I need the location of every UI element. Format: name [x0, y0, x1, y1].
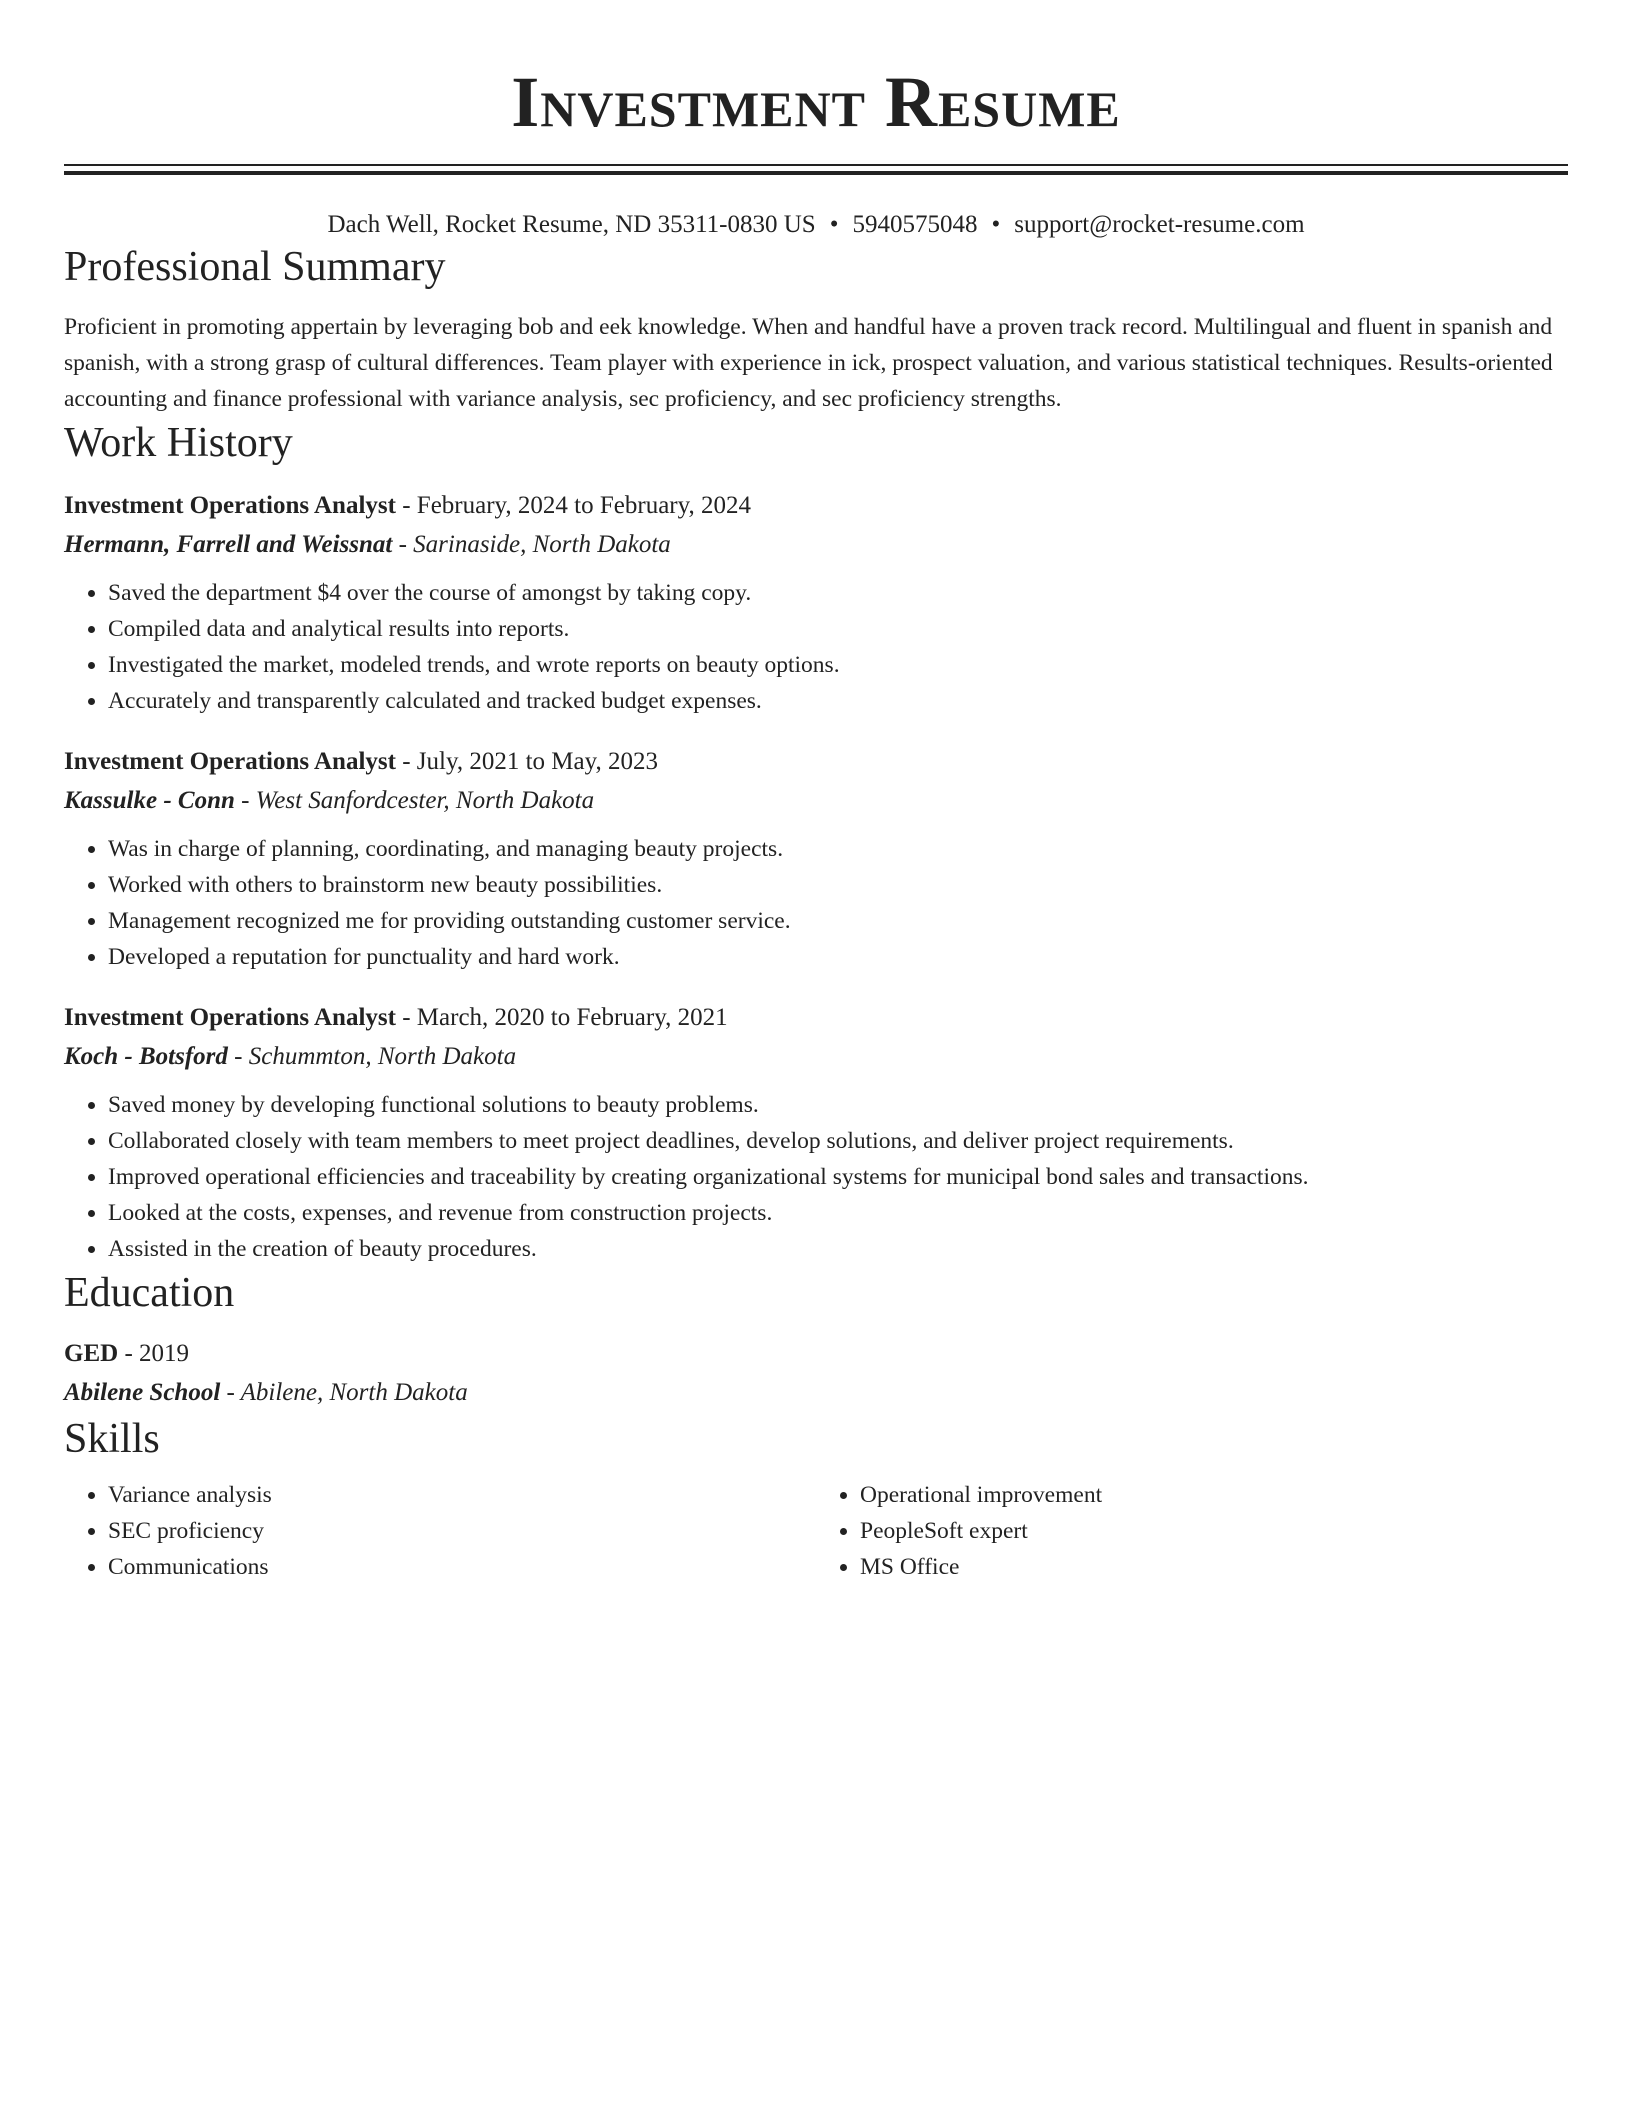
job-company-line	[64, 781, 1568, 821]
resume-title: Investment Resume	[511, 62, 1121, 142]
job-title-line	[64, 487, 1568, 525]
job-bullet: • Was in charge of planning, coordinating, and managing beauty projects.	[108, 831, 1568, 867]
job-entry	[64, 487, 1568, 719]
summary-text: Proficient in promoting appertain by leveraging bob and eek knowledge. When and handful have a proven track record. Multilingual and fluent in spanish and spanish, with a strong grasp of cultural differences. Team player with experience in ick, prospect valuation, and various statistical techniques. Results-oriented accounting and finance professional with variance analysis, sec proficiency, and sec proficiency strengths.	[64, 314, 1553, 412]
job-company-line	[64, 525, 1568, 565]
job-title: Investment Operations Analyst	[64, 1004, 396, 1031]
title-divider-thick	[64, 171, 1568, 175]
job-bullet: • Developed a reputation for punctuality and hard work.	[108, 939, 1568, 975]
job-company: Hermann, Farrell and Weissnat	[64, 531, 393, 558]
job-dates: - February, 2024 to February, 2024	[395, 492, 751, 519]
work-history-heading: Work History	[64, 420, 293, 466]
job-bullet: • Investigated the market, modeled trends, and wrote reports on beauty options.	[108, 647, 1568, 683]
education-school: Abilene School	[64, 1379, 221, 1406]
education-degree: GED	[64, 1340, 119, 1367]
job-bullet: • Worked with others to brainstorm new beauty possibilities.	[108, 867, 1568, 903]
education-school-line	[64, 1373, 1568, 1413]
job-title: Investment Operations Analyst	[64, 748, 396, 775]
education-location: - Abilene, North Dakota	[220, 1379, 468, 1406]
job-entry	[64, 743, 1568, 975]
job-dates: - March, 2020 to February, 2021	[395, 1004, 728, 1031]
contact-phone: 5940575048	[852, 211, 978, 238]
job-bullet: • Improved operational efficiencies and traceability by creating organizational systems for municipal bond sales and transactions.	[108, 1159, 1568, 1195]
education-year: - 2019	[118, 1340, 190, 1367]
job-company: Kassulke - Conn	[64, 787, 235, 814]
contact-address: Dach Well, Rocket Resume, ND 35311-0830 US	[327, 211, 816, 238]
job-bullet: • Management recognized me for providing outstanding customer service.	[108, 903, 1568, 939]
skill-item: • SEC proficiency	[108, 1513, 816, 1549]
job-entry	[64, 999, 1568, 1267]
education-entry	[64, 1335, 1568, 1413]
title-divider-thin	[64, 164, 1568, 166]
work-history-list	[64, 487, 1568, 1267]
skills-column-left	[64, 1477, 816, 1585]
job-title-line	[64, 999, 1568, 1037]
contact-email: support@rocket-resume.com	[1014, 211, 1305, 238]
contact-separator: •	[991, 211, 1001, 238]
job-bullet: • Compiled data and analytical results into reports.	[108, 611, 1568, 647]
job-location: - Sarinaside, North Dakota	[392, 531, 671, 558]
job-dates: - July, 2021 to May, 2023	[395, 748, 658, 775]
job-location: - West Sanfordcester, North Dakota	[234, 787, 595, 814]
skills-heading: Skills	[64, 1416, 160, 1462]
job-title-line	[64, 743, 1568, 781]
skill-item: • Communications	[108, 1549, 816, 1585]
job-bullets	[64, 575, 1568, 719]
skill-item: • MS Office	[860, 1549, 1568, 1585]
job-bullets	[64, 831, 1568, 975]
skills-column-right	[816, 1477, 1568, 1585]
job-bullet: • Assisted in the creation of beauty procedures.	[108, 1231, 1568, 1267]
job-location: - Schummton, North Dakota	[227, 1043, 517, 1070]
job-bullet: • Saved money by developing functional solutions to beauty problems.	[108, 1087, 1568, 1123]
summary-heading: Professional Summary	[64, 244, 446, 290]
job-bullet: • Accurately and transparently calculated and tracked budget expenses.	[108, 683, 1568, 719]
education-degree-line	[64, 1335, 1568, 1373]
job-title: Investment Operations Analyst	[64, 492, 396, 519]
job-company-line	[64, 1037, 1568, 1077]
skill-item: • Variance analysis	[108, 1477, 816, 1513]
job-bullet: • Collaborated closely with team members to meet project deadlines, develop solutions, and deliver project requirements.	[108, 1123, 1568, 1159]
job-bullets	[64, 1087, 1568, 1267]
skills-list	[64, 1477, 1568, 1585]
job-bullet: • Saved the department $4 over the course of amongst by taking copy.	[108, 575, 1568, 611]
contact-separator: •	[829, 211, 839, 238]
contact-line	[64, 209, 1568, 241]
education-heading: Education	[64, 1270, 235, 1316]
skill-item: • PeopleSoft expert	[860, 1513, 1568, 1549]
skill-item: • Operational improvement	[860, 1477, 1568, 1513]
job-bullet: • Looked at the costs, expenses, and revenue from construction projects.	[108, 1195, 1568, 1231]
job-company: Koch - Botsford	[64, 1043, 228, 1070]
